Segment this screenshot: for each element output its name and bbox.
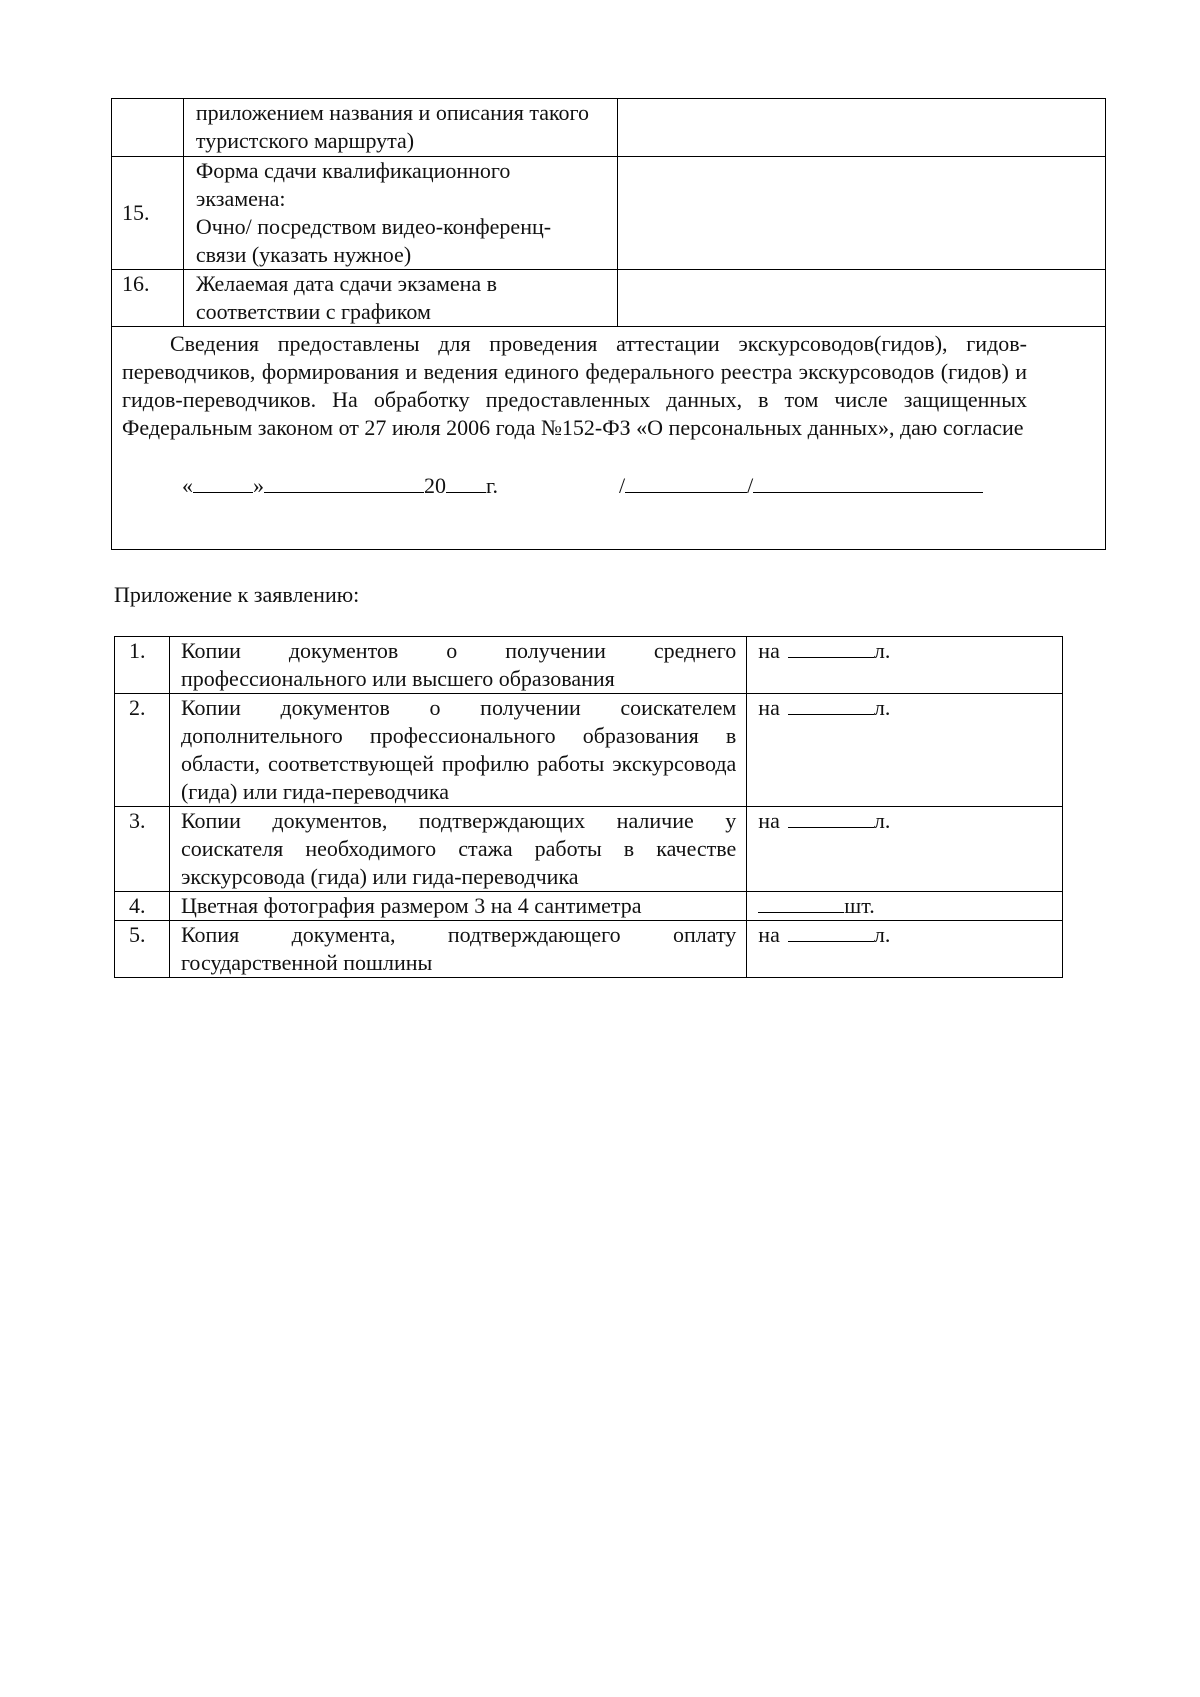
close-quote: »: [253, 473, 264, 498]
qty-prefix: на: [758, 808, 780, 833]
table-row: [112, 270, 1106, 327]
row-description: Копия документа, подтверждающего оплату государственной пошлины: [169, 921, 746, 978]
year-blank[interactable]: [446, 470, 486, 493]
year-prefix: 20: [424, 473, 446, 498]
label-line: Форма сдачи квалификационного: [195, 158, 511, 183]
qty-blank[interactable]: [758, 892, 844, 913]
table-row: [115, 694, 1063, 807]
label-line: экзамена:: [195, 186, 286, 211]
year-suffix: г.: [486, 473, 499, 498]
row-number: [112, 99, 184, 157]
row-quantity: [747, 892, 1063, 921]
row-quantity: [747, 921, 1063, 978]
row-number: 2.: [115, 694, 170, 807]
row-description: Копии документов, подтверждающих наличие у соискателя необходимого стажа работы в качестве экскурсовода (гида) или гида-переводчика: [169, 807, 746, 892]
signature-blank[interactable]: [625, 470, 747, 493]
consent-cell: [112, 327, 1106, 550]
qty-unit: л.: [873, 638, 891, 663]
open-quote: «: [182, 473, 193, 498]
name-blank[interactable]: [753, 470, 983, 493]
row-label: приложением названия и описания такого туристского маршрута): [183, 99, 617, 157]
application-form-table: [111, 98, 1106, 550]
row-label: [183, 270, 617, 327]
qty-unit: л.: [873, 695, 891, 720]
qty-unit: шт.: [844, 893, 875, 918]
label-line: связи (указать нужное): [195, 242, 412, 267]
row-value-field[interactable]: [618, 99, 1106, 157]
row-value-field[interactable]: [618, 157, 1106, 270]
day-blank[interactable]: [193, 470, 253, 493]
row-value-field[interactable]: [618, 270, 1106, 327]
date-signature-line: [122, 470, 1027, 500]
row-quantity: [747, 807, 1063, 892]
row-number: 5.: [115, 921, 170, 978]
row-number: 1.: [115, 637, 170, 694]
row-label: [183, 157, 617, 270]
consent-text: Сведения предоставлены для проведения аттестации экскурсоводов(гидов), гидов-переводчиков, формирования и ведения единого федерального реестра экскурсоводов (гидов) и гидов-переводчиков. На обработку предоставленных данных, в том числе защищенных Федеральным законом от 27 июля 2006 года №152-ФЗ «О персональных данных», даю согласие: [122, 331, 1027, 440]
table-row: [115, 892, 1063, 921]
table-row: [115, 921, 1063, 978]
appendix-title: Приложение к заявлению:: [114, 582, 360, 607]
qty-unit: л.: [873, 808, 891, 833]
label-line: Желаемая дата сдачи экзамена в: [195, 271, 498, 296]
qty-blank[interactable]: [788, 637, 874, 658]
row-number: 4.: [115, 892, 170, 921]
row-description: Копии документов о получении соискателем дополнительного профессионального образования в области, соответствующей профилю работы экскурсовода (гида) или гида-переводчика: [169, 694, 746, 807]
qty-blank[interactable]: [788, 807, 874, 828]
consent-row: [112, 327, 1106, 550]
qty-prefix: на: [758, 638, 780, 663]
label-line: Очно/ посредством видео-конференц-: [195, 214, 552, 239]
qty-blank[interactable]: [788, 921, 874, 942]
slash: /: [747, 473, 754, 498]
qty-blank[interactable]: [788, 694, 874, 715]
table-row: [115, 807, 1063, 892]
month-blank[interactable]: [264, 470, 424, 493]
row-quantity: [747, 694, 1063, 807]
table-row: [112, 157, 1106, 270]
label-line: соответствии с графиком: [195, 299, 431, 324]
qty-prefix: на: [758, 695, 780, 720]
row-description: Копии документов о получении среднего профессионального или высшего образования: [169, 637, 746, 694]
qty-unit: л.: [873, 922, 891, 947]
row-description: Цветная фотография размером 3 на 4 сантиметра: [169, 892, 746, 921]
row-number: 15.: [112, 157, 184, 270]
row-quantity: [747, 637, 1063, 694]
row-number: 16.: [112, 270, 184, 327]
slash: /: [619, 473, 626, 498]
table-row: [112, 99, 1106, 157]
row-number: 3.: [115, 807, 170, 892]
table-row: [115, 637, 1063, 694]
qty-prefix: на: [758, 922, 780, 947]
appendix-table: [114, 636, 1063, 978]
